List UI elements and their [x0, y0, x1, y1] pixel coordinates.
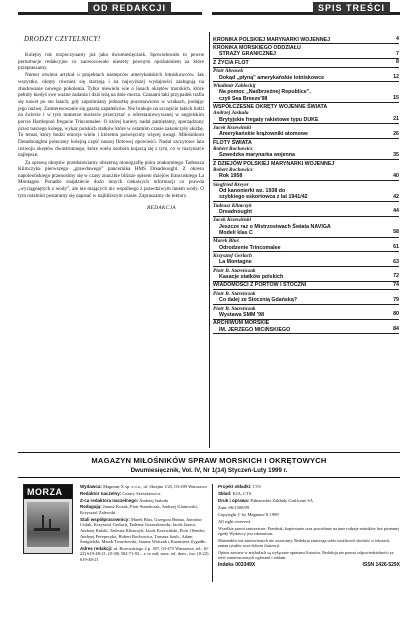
toc-title: ARCHIWUM MORSKIE	[213, 320, 270, 327]
toc-entry[interactable]	[213, 282, 399, 290]
cover-title: MORZA	[24, 485, 72, 499]
toc-title: szybkiego eskortowca z lat 1941/42	[219, 194, 308, 201]
toc-entry[interactable]	[213, 217, 399, 238]
staff-line	[80, 498, 210, 504]
pub-line	[218, 491, 400, 497]
editorial-column	[18, 30, 204, 450]
toc-title: KRONIKA MORSKIEGO ODDZIAŁU	[213, 45, 301, 52]
pub-text: Zam. 66/1300/99	[218, 504, 249, 510]
editorial-body	[18, 52, 204, 199]
toc-page-number: 79	[393, 296, 399, 303]
pub-text: KJA, CTS	[232, 490, 252, 496]
toc-entry[interactable]	[213, 124, 399, 139]
toc-page-number: 40	[393, 172, 399, 179]
staff-label: Z-ca redaktora naczelnego:	[80, 497, 139, 503]
legal-note: Materiałów nie zamówionych nie zwracamy. Redakcja zastrzega sobie możliwość skrótów w tekstach, zmian tytułów oraz doboru ilustracji.	[218, 537, 390, 548]
column-divider	[209, 32, 210, 448]
toc-entry[interactable]	[213, 202, 399, 217]
toc-title: Co dalej ze Stocznią Gdańską?	[219, 297, 298, 304]
staff-line	[80, 517, 210, 545]
staff-label: Wydawca:	[80, 484, 102, 489]
toc-entry[interactable]	[213, 59, 399, 67]
toc-title: Brytyjskie fregaty rakietowe typu DUKE	[219, 116, 319, 123]
toc-author: Jacek Krzewiński	[213, 217, 252, 224]
toc-title: Odrodzenie Trincomalee	[219, 244, 281, 251]
toc-author: Piotr B. Stareńczak	[213, 267, 256, 274]
toc-entry[interactable]	[213, 290, 399, 305]
toc-author: Jacek Krzewiński	[213, 125, 252, 131]
toc-title: Na pomoc „Nadbrzeżnej Republice”,	[219, 89, 311, 96]
toc-author: Robert Rochowicz	[213, 145, 253, 152]
staff-text: Magnum-X sp. z o.o., ul. Skrajna 1/25, 03-209 Warszawa	[103, 484, 207, 489]
staff-text: ul. Borowskiego 2 p. 307, 03-475 Warszawa, tel.: (0-22) 619-48-21, (0-38) 302-71-93 – z co mił, nacz. tel. dom., fax: (0-22) 619-48-21	[80, 545, 210, 563]
toc-entry[interactable]	[213, 181, 399, 202]
editorial-paragraph: Za sprawą okrętów przedstawiamy obszerną monografię pióra znakomitego Tadeusza Klimczyka pierwszego „grawdawego” pancernika HMS Dreadnought. Z okresu napoleońskiego przenosimy się w czasy znacznie bliższe opisem dziejów francuskiego La Montagne. Ponadto znajdziecie dużo innych ciekawych informacji co prawda „wyciągniętych z wody”, ale nie mających nic wspólnego z prawdziwym lanem wody. O tym ostatnim postaramy się napisać w najbliższym czasie. Zapraszamy do lektury.	[18, 159, 204, 199]
staff-line	[80, 491, 210, 497]
pub-line	[218, 484, 400, 490]
staff-text: Andrzej Jaskuła	[139, 497, 169, 503]
toc-title: KRONIKA POLSKIEJ MARYNARKI WOJENNEJ	[213, 36, 331, 43]
editorial-paragraph: Numer otwiera artykuł o projektach nastepców amerykańskich lotniskowców. Jak wszystko, okręty również się starzeją i na najwyższej wydajności zasługują na zbudowanie nowego pokolenia. Tylko niewielu wie o losach okrętów morskich, które pełniły kiedyś swe ważne zadania i dziś leżą na dnie morza. Czasami taki przypadek trafia się nawet po sto latach, gdy zapomniany jednostkę pozostawiono w wrakach, podając jego nazwę. Zainteresowanie się gazetą zapaleńców. Nie brakuje na szczęście takich ludzi na świecie i w tym numerze możecie przeczytać o odrestaurowywanej w angielskim porcie Hartlepool fregacie Trincomalee. O której kariery nadal pamiętamy, sporządzony przez naszego kolegę, wykaz polskich statków które w ostatnim czasie zakończyły służbę. To temat, który budzi emocje wielu i któremu poświęcimy więcej uwagi. Miłośnikom Dreadnoughta polecamy kolejną część naszej flotowej opowieści. Nadal szczytowe lata rozwoju okrętów dwustronnego, które wielu osobom kojarzą się z tym, co w marynarce najlepsze.	[18, 72, 204, 159]
editorial-header	[18, 0, 202, 28]
pub-line	[218, 505, 400, 511]
toc-entry[interactable]	[213, 252, 399, 267]
toc-entry[interactable]	[213, 139, 399, 160]
toc-author: Piotr B. Stareńczak	[213, 290, 256, 297]
identifiers	[218, 563, 400, 569]
pub-text: All right reserved.	[218, 518, 251, 524]
staff-line	[80, 546, 210, 563]
masthead-rule-bottom	[18, 477, 400, 478]
toc-author: Andrzej Jaskuła	[213, 110, 249, 117]
pub-text: Pabianickie Zakłady Graficzne SA	[250, 497, 313, 503]
toc-title: czyli Sea Breeze'98	[219, 95, 268, 102]
toc-page-number: 44	[393, 208, 399, 215]
toc-author: Marek Bluś	[213, 238, 239, 245]
pub-label: Skład:	[218, 490, 232, 496]
toc-header-title: SPIS TREŚCI	[313, 2, 390, 14]
toc-entry[interactable]	[213, 267, 399, 282]
pub-line	[218, 498, 400, 504]
toc-title: WIADOMOŚCI Z PORTÓW I STOCZNI	[213, 282, 307, 289]
toc-page-number: 58	[393, 229, 399, 236]
toc-author: Robert Rochowicz	[213, 166, 253, 173]
toc-entry[interactable]	[213, 238, 399, 253]
legal-note: Opinie zawarte w artykułach są wyłącznie opiniami Autorów. Redakcja nie ponosi odpowiedzialności za treść zamieszczonych ogłoszeń i reklam.	[218, 549, 394, 560]
masthead-title: MAGAZYN MIŁOŚNIKÓW SPRAW MORSKICH I OKRĘTOWYCH	[91, 456, 327, 465]
toc-title: FLOTY ŚWIATA	[213, 139, 252, 146]
toc-title: Z DZIEJÓW POLSKIEJ MARYNARKI WOJENNEJ	[213, 160, 335, 167]
toc-author: Władimir Zabłockij	[213, 83, 256, 90]
toc-page-number: 21	[393, 116, 399, 123]
credits-divider	[212, 484, 213, 582]
pub-text: Copyright © by Magnum-X 1999	[218, 511, 279, 517]
toc-page-number: 7	[396, 50, 399, 57]
masthead-rule-top	[18, 452, 400, 453]
toc-title: Amerykańskie krążowniki atomowe	[219, 131, 308, 138]
toc-page-number: 4	[396, 36, 399, 43]
masthead-subtitle: Dwumiesięcznik, Vol. IV, Nr 1(14) Styczeń-Luty 1999 r.	[130, 467, 288, 474]
toc-author: Krzysztof Gerlach	[213, 253, 252, 259]
toc-author: Piotr B. Stareńczak	[213, 305, 256, 312]
toc-entry[interactable]	[213, 82, 399, 103]
toc-page-number: 42	[393, 193, 399, 200]
toc-page-number: 26	[393, 130, 399, 137]
staff-text: Cezary Szeszkiewicz	[122, 490, 161, 496]
toc-author: Piotr Abrasek	[213, 68, 243, 75]
toc-title: WSPÓŁCZESNE OKRĘTY WOJENNE ŚWIATA	[213, 104, 328, 111]
toc-title: Od kanonierki wz. 1938 do	[219, 187, 286, 194]
toc-title: Kasacje statków polskich	[219, 273, 284, 280]
pub-label: Projekt okładki:	[218, 484, 252, 489]
staff-credits	[80, 484, 210, 564]
toc-page-number: 61	[393, 244, 399, 251]
legal-note: Wszelkie prawa zastrzeżone. Przedruk, kopiowanie oraz powielanie na inne rodzaje nośników bez pisemnej zgody Wydawcy jest zabronione.	[218, 525, 399, 537]
toc-title: Z ŻYCIA FLOT	[213, 59, 249, 66]
publication-info	[218, 484, 400, 569]
toc-page-number: 15	[393, 95, 399, 102]
publication-lines	[218, 484, 400, 525]
toc-title: Dokąd „płyną” amerykańskie lotniskowce	[219, 74, 325, 81]
toc-author: Tadeusz Klimczyk	[213, 202, 252, 209]
toc-entry[interactable]	[213, 305, 399, 320]
staff-label: Redaktor naczelny:	[80, 490, 122, 496]
pub-text: CTS	[252, 484, 261, 489]
toc-title: La Montagne	[219, 259, 252, 266]
editorial-greeting: DRODZY CZYTELNICY!	[24, 36, 101, 43]
editorial-paragraph: Kolejny rok rozpoczynamy już jako dwumiesięcznik. Spowodowało to pewne perturbacje redakcyjne co zaowocowało niestety pewnym opóźnieniem za które przepraszamy.	[18, 52, 204, 72]
legal-notes	[218, 526, 400, 560]
toc-page-number: 84	[393, 326, 399, 333]
staff-line	[80, 504, 210, 515]
editorial-header-title: OD REDAKCJI	[88, 2, 171, 14]
cover-thumbnail	[23, 484, 73, 554]
toc-entry[interactable]	[213, 68, 399, 83]
toc-title: Rok 1958	[219, 173, 243, 180]
toc-entry[interactable]	[213, 44, 399, 59]
toc-title: Modeli klas C	[219, 229, 253, 236]
toc-title: Wystawa SMM '98	[219, 311, 265, 318]
staff-label: Stali współpracownicy:	[80, 516, 130, 522]
toc-title: Dreadnought	[219, 208, 252, 215]
staff-label: Adres redakcji:	[80, 545, 113, 551]
toc-page-number: 72	[393, 273, 399, 280]
toc-page-number: 63	[393, 258, 399, 265]
toc-title: Jeszcze raz o Mistrzostwach Świata NAVIGA	[219, 223, 331, 230]
toc-page-number: 8	[396, 59, 399, 66]
toc-entry[interactable]	[213, 36, 399, 44]
toc-title: STRAŻY GRANICZNEJ	[219, 51, 276, 58]
toc-header	[212, 0, 400, 28]
toc-entry[interactable]	[213, 160, 399, 181]
toc-page-number: 12	[393, 74, 399, 81]
pub-line	[218, 519, 400, 525]
staff-line	[80, 484, 210, 490]
toc-page-number: 80	[393, 311, 399, 318]
staff-text: Janusz Kozak, Piotr Stareńczak, Andrzej Ulanowski, Krzysztof Zalewski	[80, 504, 198, 515]
pub-label: Druk i oprawa:	[218, 497, 250, 503]
table-of-contents	[213, 36, 399, 334]
toc-author: Siegfried Breyer	[213, 181, 249, 188]
ship-icon	[34, 515, 60, 531]
toc-page-number: 35	[393, 151, 399, 158]
editorial-signature: REDAKCJA	[146, 205, 176, 212]
staff-label: Redagują:	[80, 504, 102, 510]
toc-entry[interactable]	[213, 103, 399, 124]
index-number: Indeks 003349X	[218, 561, 256, 568]
toc-title: Szwedzka marynarka wojenna	[219, 152, 295, 159]
toc-page-number: 74	[393, 281, 399, 288]
staff-text: Marek Bluś, Grzegorz Bułata, Jarosław Cisłak, Krzysztof Gerlach, Tadeusz Grzeszkowski, Jacek Jaszcz, Andrzej Kiński, Tadeusz Klimczyk, Jacek Krzewiński, Piotr Olender, Andrzej Perepeczko, Robert Rochowicz, Tomasz Szulc, Adam Śmigielski, Marek Twardowski, Janusz Walczak i Kazimierz Zygadło.	[80, 516, 207, 545]
toc-title: IM. JERZEGO MICIŃSKIEGO	[219, 326, 291, 333]
issn-number: ISSN 1426-529X	[362, 561, 400, 568]
pub-line	[218, 512, 400, 518]
toc-entry[interactable]	[213, 320, 399, 335]
